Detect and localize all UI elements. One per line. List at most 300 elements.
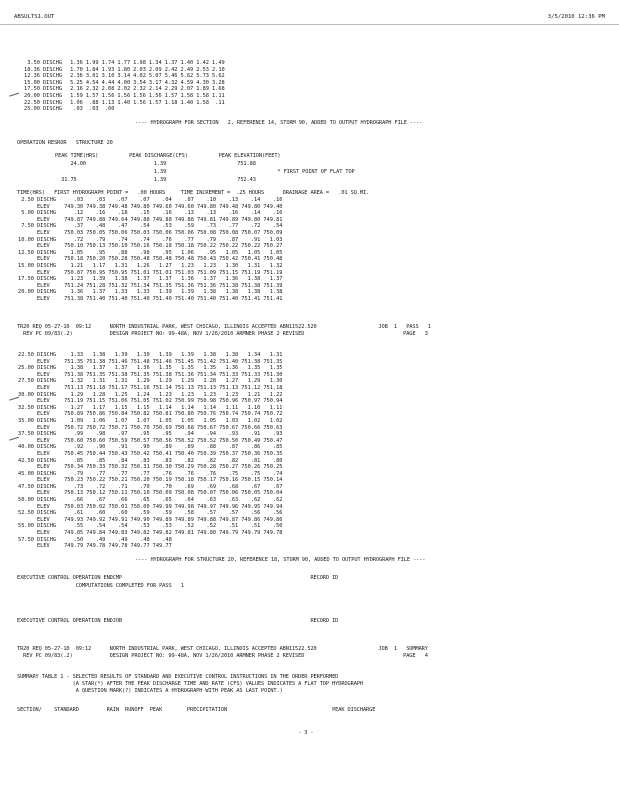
table-row	[18, 283, 286, 290]
value-cell: 2.08	[101, 86, 115, 93]
variable-cell: ELEV	[36, 282, 50, 289]
value-cell: 1.23	[203, 262, 217, 269]
value-cell: 1.37	[114, 365, 128, 372]
value-cell: .56	[250, 510, 261, 517]
variable-cell: DISCHG	[42, 79, 63, 86]
time-cell	[18, 530, 37, 537]
value-cell: .63	[206, 497, 217, 504]
value-cell: 750.18	[152, 243, 172, 250]
variable-cell: ELEV	[36, 269, 50, 276]
value-cell: 3.01	[85, 73, 99, 80]
value-cell: 750.18	[174, 243, 194, 250]
computations-completed: COMPUTATIONS COMPLETED FOR PASS 1	[17, 583, 184, 589]
value-cell: 750.94	[263, 398, 283, 405]
table-row	[18, 250, 286, 257]
value-cell: 750.07	[196, 490, 217, 497]
value-cell: 2.02	[117, 86, 131, 93]
value-cell: .95	[162, 431, 172, 438]
value-cell	[117, 106, 133, 113]
variable-cell: DISCHG	[36, 365, 57, 372]
value-cell: .84	[117, 457, 128, 464]
value-cell: 1.39	[181, 289, 194, 296]
value-cell: 1.38	[247, 289, 261, 296]
value-cell: 2.29	[164, 86, 178, 93]
value-cell: 4.44	[101, 79, 115, 86]
value-cell: 1.28	[92, 391, 106, 398]
page4-header-line-1: TR20 REQ 05-27-10 09:12 NORTH INDUSTRIAL PARK, WEST CHICAGO, ILLINOIS ACCEPTED ABN11522.520 JOB 1 SUMMARY	[17, 646, 428, 652]
value-cell: .76	[162, 470, 172, 477]
value-cell: .90	[140, 444, 150, 451]
table-row	[18, 523, 286, 530]
value-cell	[196, 106, 212, 113]
variable-cell: DISCHG	[36, 391, 57, 398]
value-cell: 749.89	[152, 516, 172, 523]
value-cell: 1.40	[180, 99, 194, 106]
value-cell: 750.22	[196, 243, 217, 250]
value-cell: 1.06	[92, 417, 106, 424]
value-cell: 1.56	[101, 92, 115, 99]
time-cell: 22.50	[18, 352, 34, 358]
value-cell	[241, 543, 263, 550]
page3-header-line-1: TR20 REQ 05-27-10 09:12 NORTH INDUSTRIAL PARK, WEST CHICAGO, ILLINOIS ACCEPTED ABN11522.520 JOB 1 PASS 1	[17, 324, 431, 330]
value-cell: .85	[272, 444, 283, 451]
value-cell: 751.40	[130, 295, 150, 302]
value-cell: .72	[250, 223, 261, 230]
variable-cell: ELEV	[36, 530, 50, 537]
value-cell: 749.83	[108, 530, 128, 537]
value-cell: 1.33	[136, 289, 150, 296]
value-cell: 5.25	[70, 79, 83, 86]
value-cell: .85	[73, 457, 84, 464]
value-cell: 5.73	[196, 73, 209, 80]
value-cell: 1.36	[70, 60, 83, 66]
value-cell: 749.80	[241, 203, 261, 210]
time-cell	[18, 477, 37, 484]
time-cell: 15.00	[18, 262, 34, 269]
value-cell: .68	[228, 483, 239, 490]
table-row	[24, 67, 228, 74]
value-cell: 5.62	[180, 73, 194, 80]
value-cell: 1.02	[247, 417, 261, 424]
value-cell: .18	[117, 210, 128, 217]
value-cell: 750.08	[174, 490, 194, 497]
value-cell: 749.96	[219, 503, 239, 510]
value-cell: 750.70	[130, 424, 150, 431]
value-cell: 1.57	[164, 92, 178, 99]
value-cell: 1.36	[136, 365, 150, 372]
value-cell: .13	[228, 197, 239, 203]
table-row	[24, 73, 228, 80]
value-cell: 1.31	[114, 262, 128, 269]
time-cell: 45.00	[18, 470, 34, 477]
value-cell: .85	[95, 457, 106, 464]
value-cell: 750.08	[219, 229, 239, 236]
table-row	[18, 418, 286, 425]
value-cell: .77	[228, 223, 239, 230]
value-cell: .88	[206, 444, 217, 451]
value-cell: .03	[95, 197, 106, 203]
time-cell	[18, 296, 37, 303]
variable-cell: DISCHG	[36, 236, 57, 243]
value-cell: 1.56	[117, 92, 131, 99]
variable-cell: DISCHG	[36, 378, 57, 385]
value-cell: 751.12	[241, 384, 261, 391]
variable-cell: DISCHG	[36, 431, 57, 438]
value-cell: 1.26	[136, 262, 150, 269]
time-cell	[18, 504, 37, 511]
value-cell: 751.42	[196, 358, 217, 365]
value-cell	[149, 106, 165, 113]
value-cell: .54	[140, 223, 150, 230]
value-cell: 751.46	[152, 358, 172, 365]
value-cell: .54	[272, 223, 283, 230]
table-row	[18, 385, 286, 392]
value-cell: 1.29	[181, 378, 194, 385]
value-cell: 1.25	[114, 391, 128, 398]
value-cell: 750.82	[130, 411, 150, 418]
value-cell: 1.39	[159, 289, 172, 296]
value-cell: 749.80	[241, 216, 261, 223]
value-cell: 1.34	[247, 352, 261, 358]
value-cell: .77	[184, 236, 194, 243]
value-cell: .97	[117, 431, 128, 438]
value-cell: 750.42	[219, 256, 239, 263]
value-cell: 1.34	[148, 60, 162, 66]
variable-cell: DISCHG	[36, 523, 57, 530]
value-cell: 1.38	[269, 289, 283, 296]
value-cell: .98	[140, 249, 150, 256]
variable-cell: ELEV	[36, 216, 50, 223]
value-cell: 749.48	[219, 203, 239, 210]
value-cell: 750.43	[108, 450, 128, 457]
time-cell	[18, 517, 37, 524]
time-cell: 25.00	[24, 106, 40, 113]
value-cell: .74	[117, 236, 128, 243]
variable-cell: ELEV	[36, 503, 50, 510]
value-cell: 751.19	[64, 398, 84, 405]
value-cell: 1.33	[114, 289, 128, 296]
value-cell: 1.58	[196, 99, 209, 106]
value-cell: .95	[162, 249, 172, 256]
table-row	[18, 210, 286, 217]
value-cell: 1.11	[225, 404, 239, 411]
table-row	[18, 517, 286, 524]
time-cell	[18, 243, 37, 250]
value-cell: 750.81	[152, 411, 172, 418]
value-cell: .87	[228, 444, 239, 451]
value-cell: 751.33	[241, 371, 261, 378]
time-cell	[18, 464, 37, 471]
time-cell	[18, 451, 37, 458]
value-cell: 751.33	[219, 371, 239, 378]
table-row	[18, 471, 286, 478]
value-cell: 1.39	[92, 276, 106, 283]
value-cell: 751.46	[108, 358, 128, 365]
value-cell: 1.17	[92, 404, 106, 411]
value-cell: 750.18	[174, 477, 194, 484]
value-cell: 1.23	[181, 391, 194, 398]
value-cell: 1.38	[203, 352, 217, 358]
time-cell: 20.00	[18, 289, 34, 296]
value-cell: 750.08	[196, 229, 217, 236]
value-cell: 749.95	[241, 503, 261, 510]
value-cell: 1.37	[269, 276, 283, 283]
value-cell: 750.59	[108, 437, 128, 444]
time-cell: 12.36	[24, 73, 40, 80]
value-cell: 1.24	[136, 391, 150, 398]
value-cell: 1.77	[117, 60, 131, 66]
value-cell: .65	[162, 497, 172, 504]
value-cell: 3.10	[101, 73, 115, 80]
value-cell: .81	[250, 457, 261, 464]
value-cell	[197, 537, 219, 544]
value-cell: 751.41	[241, 295, 261, 302]
value-cell: 750.67	[219, 424, 239, 431]
scan-mark	[9, 93, 21, 103]
value-cell: .63	[228, 497, 239, 504]
value-cell: 1.27	[70, 404, 84, 411]
value-cell: .54	[117, 523, 128, 530]
table-row	[18, 217, 286, 224]
value-cell: 1.31	[92, 378, 106, 385]
value-cell: .69	[206, 483, 217, 490]
value-cell: 750.66	[241, 424, 261, 431]
variable-cell: ELEV	[36, 411, 50, 418]
value-cell: 749.82	[152, 530, 172, 537]
value-cell: 751.19	[263, 269, 283, 276]
value-cell: .70	[140, 483, 150, 490]
value-cell: 749.78	[263, 530, 283, 537]
value-cell: 1.30	[225, 262, 239, 269]
table-row	[18, 359, 286, 366]
table-row	[18, 392, 286, 399]
value-cell: 750.12	[86, 490, 106, 497]
value-cell: .79	[95, 236, 106, 243]
value-cell: .16	[272, 210, 283, 217]
value-cell: 751.15	[86, 398, 106, 405]
value-cell: .60	[117, 510, 128, 517]
value-cell: .83	[162, 457, 172, 464]
time-cell: 37.50	[18, 431, 34, 438]
value-cell: .77	[95, 470, 106, 477]
time-cell: 17.50	[24, 86, 40, 93]
table-row	[18, 530, 286, 537]
value-cell: 5.62	[211, 73, 225, 80]
value-cell: 750.20	[130, 477, 150, 484]
value-cell: 751.34	[130, 282, 150, 289]
variable-cell: ELEV	[36, 516, 50, 523]
value-cell: 750.10	[64, 243, 84, 250]
value-cell: 1.09	[70, 417, 84, 424]
variable-cell: DISCHG	[36, 536, 57, 543]
time-cell: 32.50	[18, 404, 34, 411]
value-cell: .66	[117, 497, 128, 504]
value-cell: 1.18	[164, 99, 178, 106]
value-cell: 749.84	[86, 530, 106, 537]
value-cell: 2.07	[180, 86, 194, 93]
time-cell	[18, 372, 37, 379]
value-cell: 750.41	[241, 256, 261, 263]
value-cell: 1.30	[269, 378, 283, 385]
table-row	[18, 365, 286, 372]
value-cell: .03	[73, 106, 83, 113]
value-cell: 749.77	[152, 543, 172, 550]
value-cell: 1.31	[269, 352, 283, 358]
value-cell: 1.37	[92, 365, 106, 372]
table-row	[24, 60, 228, 67]
time-cell: 7.50	[21, 223, 34, 230]
variable-cell: DISCHG	[36, 483, 57, 490]
value-cell: 749.79	[64, 543, 84, 550]
time-cell: 47.50	[18, 483, 34, 490]
value-cell: 1.36	[225, 365, 239, 372]
value-cell: 751.01	[130, 269, 150, 276]
value-cell: 1.36	[70, 289, 84, 296]
value-cell: 751.35	[130, 371, 150, 378]
value-cell: 2.16	[70, 86, 83, 93]
value-cell: 1.49	[211, 60, 225, 66]
value-cell: 749.64	[108, 216, 128, 223]
value-cell: 751.24	[64, 282, 84, 289]
value-cell: 751.40	[108, 295, 128, 302]
variable-cell: ELEV	[36, 450, 50, 457]
peak-line-4: 31.75 1.39 752.43	[55, 177, 256, 183]
value-cell: 1.42	[196, 60, 209, 66]
value-cell: .95	[206, 249, 217, 256]
time-cell	[18, 385, 37, 392]
value-cell: 1.59	[70, 92, 83, 99]
value-cell: 1.06	[70, 99, 83, 106]
value-cell: 750.31	[130, 464, 150, 471]
value-cell: 1.38	[92, 352, 106, 358]
table-row	[18, 296, 286, 303]
header-rule	[0, 24, 619, 25]
value-cell: 1.05	[247, 249, 261, 256]
value-cell: 1.05	[181, 417, 194, 424]
value-cell: .65	[140, 497, 150, 504]
value-cell: .10	[206, 197, 217, 203]
table-row	[18, 270, 286, 277]
value-cell: 750.27	[219, 464, 239, 471]
value-cell: 749.99	[152, 503, 172, 510]
executive-endcmp: EXECUTIVE CONTROL OPERATION ENDCMP RECORD ID	[17, 575, 339, 581]
value-cell: .47	[117, 223, 128, 230]
value-cell: .57	[206, 510, 217, 517]
value-cell: 1.05	[225, 249, 239, 256]
value-cell: 751.40	[196, 295, 217, 302]
variable-cell: DISCHG	[36, 289, 57, 296]
variable-cell: ELEV	[36, 398, 50, 405]
value-cell: .86	[250, 444, 261, 451]
value-cell: 1.11	[269, 404, 283, 411]
value-cell: 750.44	[86, 450, 106, 457]
value-cell: 1.38	[203, 289, 217, 296]
table-row	[18, 451, 286, 458]
value-cell: .62	[250, 497, 261, 504]
value-cell: 750.40	[174, 450, 194, 457]
value-cell: 750.14	[263, 477, 283, 484]
variable-cell: ELEV	[36, 295, 50, 302]
value-cell: .07	[140, 197, 150, 203]
value-cell: .57	[228, 510, 239, 517]
value-cell: 1.36	[225, 276, 239, 283]
variable-cell: ELEV	[36, 358, 50, 365]
value-cell: 749.98	[174, 503, 194, 510]
variable-cell: DISCHG	[36, 470, 57, 477]
value-cell: 750.48	[130, 256, 150, 263]
value-cell: 1.23	[203, 391, 217, 398]
value-cell: 750.96	[219, 398, 239, 405]
value-cell	[212, 106, 228, 113]
value-cell: .48	[162, 536, 172, 543]
value-cell: 2.09	[148, 66, 162, 73]
time-cell: 57.50	[18, 536, 34, 543]
value-cell: 2.32	[133, 86, 146, 93]
value-cell: 751.03	[174, 269, 194, 276]
value-cell: 1.17	[92, 262, 106, 269]
value-cell: .51	[228, 523, 239, 530]
value-cell: 1.38	[225, 289, 239, 296]
value-cell: 750.72	[263, 411, 283, 418]
value-cell: 2.42	[164, 66, 178, 73]
value-cell: 751.38	[241, 282, 261, 289]
value-cell: .72	[95, 483, 106, 490]
value-cell: 751.06	[108, 398, 128, 405]
value-cell: 1.35	[159, 365, 172, 372]
table-row	[18, 537, 286, 544]
value-cell	[175, 543, 197, 550]
value-cell: 1.15	[136, 404, 150, 411]
time-cell	[18, 490, 37, 497]
value-cell: 750.43	[196, 256, 217, 263]
table-row	[18, 444, 286, 451]
value-cell: .91	[250, 431, 261, 438]
table-row	[18, 197, 286, 204]
value-cell: 750.48	[174, 256, 194, 263]
value-cell: .83	[140, 457, 150, 464]
value-cell: 1.03	[269, 236, 283, 243]
value-cell: 750.86	[86, 411, 106, 418]
value-cell: 749.89	[219, 216, 239, 223]
value-cell: 750.48	[152, 256, 172, 263]
value-cell: 2.03	[133, 66, 146, 73]
value-cell: 750.03	[64, 229, 84, 236]
value-cell: 750.03	[64, 503, 84, 510]
value-cell: .00	[104, 106, 115, 113]
value-cell: 1.58	[196, 92, 209, 99]
value-cell: 4.32	[164, 79, 178, 86]
value-cell: 751.05	[130, 398, 150, 405]
value-cell: 750.03	[130, 229, 150, 236]
variable-cell: ELEV	[36, 371, 50, 378]
value-cell: .80	[272, 457, 283, 464]
value-cell: 751.35	[86, 371, 106, 378]
value-cell: 4.00	[117, 79, 131, 86]
value-cell: .67	[250, 483, 261, 490]
time-cell: 52.50	[18, 510, 34, 517]
time-cell	[18, 270, 37, 277]
value-cell: 749.97	[196, 503, 217, 510]
variable-cell: ELEV	[36, 437, 50, 444]
value-cell: 751.32	[108, 282, 128, 289]
value-cell: .07	[117, 197, 128, 203]
table-row	[18, 464, 286, 471]
value-cell: 749.81	[174, 530, 194, 537]
value-cell: 750.16	[130, 243, 150, 250]
value-cell: 750.84	[108, 411, 128, 418]
value-cell: 751.38	[152, 371, 172, 378]
value-cell: 749.91	[108, 516, 128, 523]
